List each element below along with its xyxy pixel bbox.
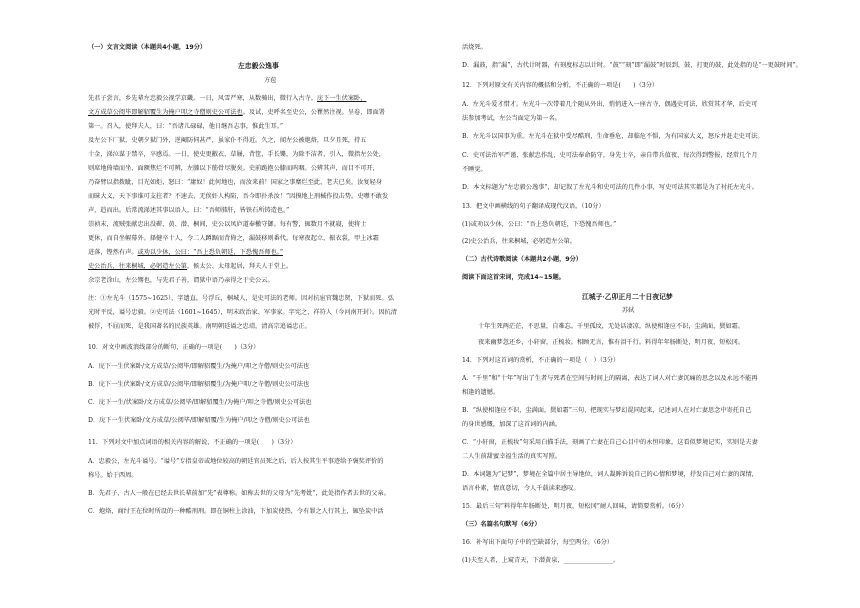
paragraph-3-line: 迸落，铿然有声。或劝以少休，公曰：“吾上恐负朝廷，下恐愧吾师也。” bbox=[88, 249, 284, 256]
passage-title: 左忠毅公逸事 bbox=[238, 62, 279, 70]
question-15: 15．最后三句“料得年年肠断处，明月夜，短松冈”耐人回味，请简要赏析。（6分） bbox=[462, 503, 688, 510]
question-13: 13．把文中画横线的句子翻译成现代汉语。（10分） bbox=[462, 203, 605, 210]
section-heading-classical-chinese: （一）文言文阅读（本题共4小题，19分） bbox=[88, 44, 207, 51]
q12-option-a-cont: 法参加考试，左公当面定为第一名。 bbox=[462, 115, 561, 122]
q11-option-c: C．炮烙，商纣王在位时所设的一种酷刑刑。即在铜柱上涂油，下加炭使热，令有罪之人行其上，辄坠炭中活 bbox=[88, 508, 384, 515]
paragraph-2-line: 声，趋而出。后常流涕述其事以语人，曰：“吾师肺肝，皆铁石所铸造也。” bbox=[88, 207, 290, 214]
paragraph-1-line-3: 第一。召入，使拜夫人，曰：“吾诸儿碌碌，他日继吾志事，惟此生耳。” bbox=[88, 123, 284, 130]
q16-item-1: (1)夫至人者，上窥青天，下潜黄泉，________________。 bbox=[462, 557, 620, 564]
q14-option-a: A．“千里”和“十年”写出了生者与死者在空间与时间上的隔离，表达了词人对亡妻沉痛的思念以及永远不能再 bbox=[462, 375, 758, 382]
q13-item-2: (2)史公治兵，往来桐城，必躬造左公第。 bbox=[462, 238, 576, 245]
q12-option-d: D．本文标题为“左忠毅公逸事”，却记叙了左光斗和史可法的几件小事，写史可法其实都是为了衬托左光斗。 bbox=[462, 184, 758, 191]
paragraph-2-line: 而昧大义，天下事谁可支拄者？不速去，无俟奸人构陷，吾今即扑杀汝！”因摸地上刑械作投击势。史噤不敢发 bbox=[88, 193, 389, 200]
q11-option-b: B．先君子，古人一般在已经去世长辈前加“先”表尊称。如称去世的父母为“先考妣”，此处指作者去世的父亲。 bbox=[88, 490, 390, 497]
poetry-instructions: 阅读下面这首宋词，完成14~15题。 bbox=[462, 274, 565, 281]
wavy-underline-text: 庑下一生伏案卧， bbox=[316, 95, 367, 102]
question-10: 10．对文中画波浪线部分的断句，正确的一项是( )（3分） bbox=[88, 344, 260, 351]
wavy-underline-text: 文方成草公阅毕即解貂覆生为掩户叩之寺僧则史公可法也 bbox=[88, 109, 243, 116]
passage-author: 方苞 bbox=[264, 77, 277, 84]
paragraph-1-line-1: 先君子尝言，乡先辈左忠毅公视学京畿。一日，风雪严寒，从数骑出，微行入古寺。庑下一生伏案卧， bbox=[88, 95, 367, 102]
q11-option-d: D．漏鼓，指“漏”，古代计时器，有刻度标志以计时。“鼓”“刻”即“漏鼓”时辰到，鼓，打更的鼓，此处指的是“一更鼓时间”。 bbox=[462, 62, 802, 69]
question-16: 16．补写出下面句子中的空缺部分，每空两分。（6分） bbox=[462, 539, 614, 546]
q14-option-a-cont: 相逢的遗憾。 bbox=[462, 389, 500, 396]
poem-title: 江城子·乙卯正月二十日夜记梦 bbox=[582, 293, 673, 301]
q11-option-c-cont: 活烧死。 bbox=[462, 44, 487, 51]
paragraph-1-line-2: 文方成草公阅毕即解貂覆生为掩户叩之寺僧则史公可法也。及试，吏呼名至史公，公瞿然注视。呈卷，即面署 bbox=[88, 109, 385, 116]
footnote-line: 注：①左光斗（1575~1625），字遗直，号浮丘，桐城人，是史可法的老师。因对抗宦官魏忠贤，下狱而死。弘 bbox=[88, 295, 394, 302]
underlined-sentence-1: 或劝以少休，公曰：“吾上恐负朝廷，下恐愧吾师也。” bbox=[137, 249, 284, 256]
q10-option-b: B．庑下一生伏案卧/文方成草/公阅毕/即解貂覆生/为掩户叩/之寺僧/则史公可法也 bbox=[88, 381, 310, 388]
paragraph-2-line: 乃奋臂以指拨眦，目光如炬，怒曰：“庸奴！此何地也，而汝来前！国家之事糜烂至此，老夫已矣，汝复轻身 bbox=[88, 179, 382, 186]
paragraph-5-line: 余宗老涂山，左公甥也，与先君子善，谓狱中语乃亲得之于史公云。 bbox=[88, 277, 274, 284]
section-heading-dictation: （三）名篇名句默写（6分） bbox=[462, 521, 541, 528]
q12-option-b: B．左光斗以国事为重。左光斗在狱中受尽酷刑，生命垂危，却临危不惧，为有国家大义，怒斥并赶走史可法。 bbox=[462, 133, 764, 140]
question-11: 11．下列对文中加点词语的相关内容的解说，不正确的一项是( )（3分） bbox=[88, 439, 297, 446]
paragraph-2-line: 则席地倚墙而坐，面额焦烂不可辨，左膝以下筋骨尽脱矣。史前跪抱公膝而呜咽。公辨其声，而目不可开， bbox=[88, 165, 379, 172]
q13-item-1: (1)或劝以少休，公曰：“吾上恐负朝廷，下恐愧吾师也。” bbox=[462, 221, 617, 228]
question-12: 12．下列对原文有关内容的概括和分析，不正确的一项是( )（3分） bbox=[462, 82, 659, 89]
q14-option-d: D．本词题为“记梦”，梦境在全篇中居主导地位，词人凝眸诉说自己的心情和梦境，抒发自己对亡妻的深情， bbox=[462, 471, 758, 478]
poem-author: 苏轼 bbox=[622, 307, 635, 314]
left-column bbox=[88, 0, 428, 608]
q10-option-a: A．庑下一生伏案卧/文方成草/公阅毕/即解貂覆生/为掩户/叩之寺僧/则史公可法也 bbox=[88, 363, 310, 370]
paragraph-2-line: 十金，涕泣谋于禁卒，卒感焉。一日，使史更敝衣，草屦，背筐，手长镵，为除不洁者，引入，微指左公处， bbox=[88, 151, 385, 158]
q14-option-b: B．“纵使相逢应不识，尘满面，鬓如霜”三句，把现实与梦幻混同起来，记述词人在对亡妻思念中寄托自己 bbox=[462, 407, 752, 414]
q14-option-c: C．“小轩窗，正梳妆”句采用白描手法，刻画了亡妻在自己心目中的永恒印象。这看似梦境记实，实则是夫妻 bbox=[462, 439, 758, 446]
paragraph-2-line: 及左公下厂狱，史朝夕狱门外，逆阉防伺甚严，虽家仆不得近。久之，闻左公被炮烙，旦夕且死，持五 bbox=[88, 137, 367, 144]
poem-line-1: 十年生死两茫茫，不思量，自难忘。千里孤坟，无处话凄凉。纵使相逢应不识，尘满面，鬓如霜。 bbox=[478, 323, 745, 330]
question-14: 14．下列对这首词的赏析，不正确的一项是（ ）（3分） bbox=[462, 357, 620, 364]
q12-option-c-cont: 不睡觉。 bbox=[462, 166, 487, 173]
section-heading-poetry: （二）古代诗歌阅读（本题共2小题，9分） bbox=[462, 256, 582, 263]
footnote-line: 光时平反，谥号忠毅。②史可法（1601~1645），明末政治家、军事家。字宪之，祥符人（今河南开封）。因抗清 bbox=[88, 309, 397, 316]
q11-option-a: A．忠毅公，左光斗谥号。“谥号”专指皇帝或地位较高的朝廷官员死之后，后人按其生平事迹给予褒奖评价的 bbox=[88, 458, 384, 465]
q14-option-b-cont: 的身世感慨，加深了这首词的内涵。 bbox=[462, 421, 561, 428]
q14-option-d-cont: 语言朴素，情真意切，令人千载读来感叹。 bbox=[462, 485, 580, 492]
q14-option-c-cont: 二人生前甜蜜幸福生活的真实写照。 bbox=[462, 453, 561, 460]
underlined-sentence-2: 史公治兵，往来桐城，必躬造左公第 bbox=[88, 263, 187, 270]
paragraph-4-line: 史公治兵，往来桐城，必躬造左公第，候太公、太母起居，拜夫人于堂上。 bbox=[88, 263, 293, 270]
q11-option-a-cont: 称号。始于西周。 bbox=[88, 472, 138, 479]
right-column bbox=[462, 0, 804, 608]
q12-option-c: C．史可法治军严谨、张献忠作乱，史可法奉命防守，身先士卒，亲自带兵值夜，每次得到警报，经常几个月 bbox=[462, 152, 758, 159]
footnote-line: 被俘，不屈而死，是我国著名的民族英雄。南明朝廷谥之忠靖，清高宗追谥忠正。 bbox=[88, 323, 311, 330]
q10-option-c: C．庑下一生/伏案卧/文方成草/公阅毕/即解貂覆生/为掩户/叩之寺僧/则史公可法也 bbox=[88, 399, 312, 406]
q12-option-a: A．左光斗爱才惜才。左光斗一次带着几个随从外出，悄悄进入一座古寺，偶遇史可法，欣赏其才华，后史可 bbox=[462, 101, 758, 108]
paragraph-3-line: 崇祯末，流贼张献忠出没蕲、黄、潜、桐间，史公以凤庐道奉檄守御。每有警，辄数月不就寝，使将士 bbox=[88, 221, 367, 228]
q10-option-d: D．庑下一生伏案卧/文方成草/公阅毕/即解貂覆/生为掩户/叩之寺僧/则史公可法也 bbox=[88, 417, 310, 424]
poem-line-2: 夜来幽梦忽还乡，小轩窗，正梳妆。相顾无言，惟有泪千行。料得年年肠断处，明月夜，短松冈。 bbox=[478, 339, 745, 346]
paragraph-3-line: 更休，而自坐幄幕外。择健卒十人，令二人蹲踞而背倚之，漏鼓移则番代。每寒夜起立，振衣裳，甲上冰霜 bbox=[88, 235, 379, 242]
